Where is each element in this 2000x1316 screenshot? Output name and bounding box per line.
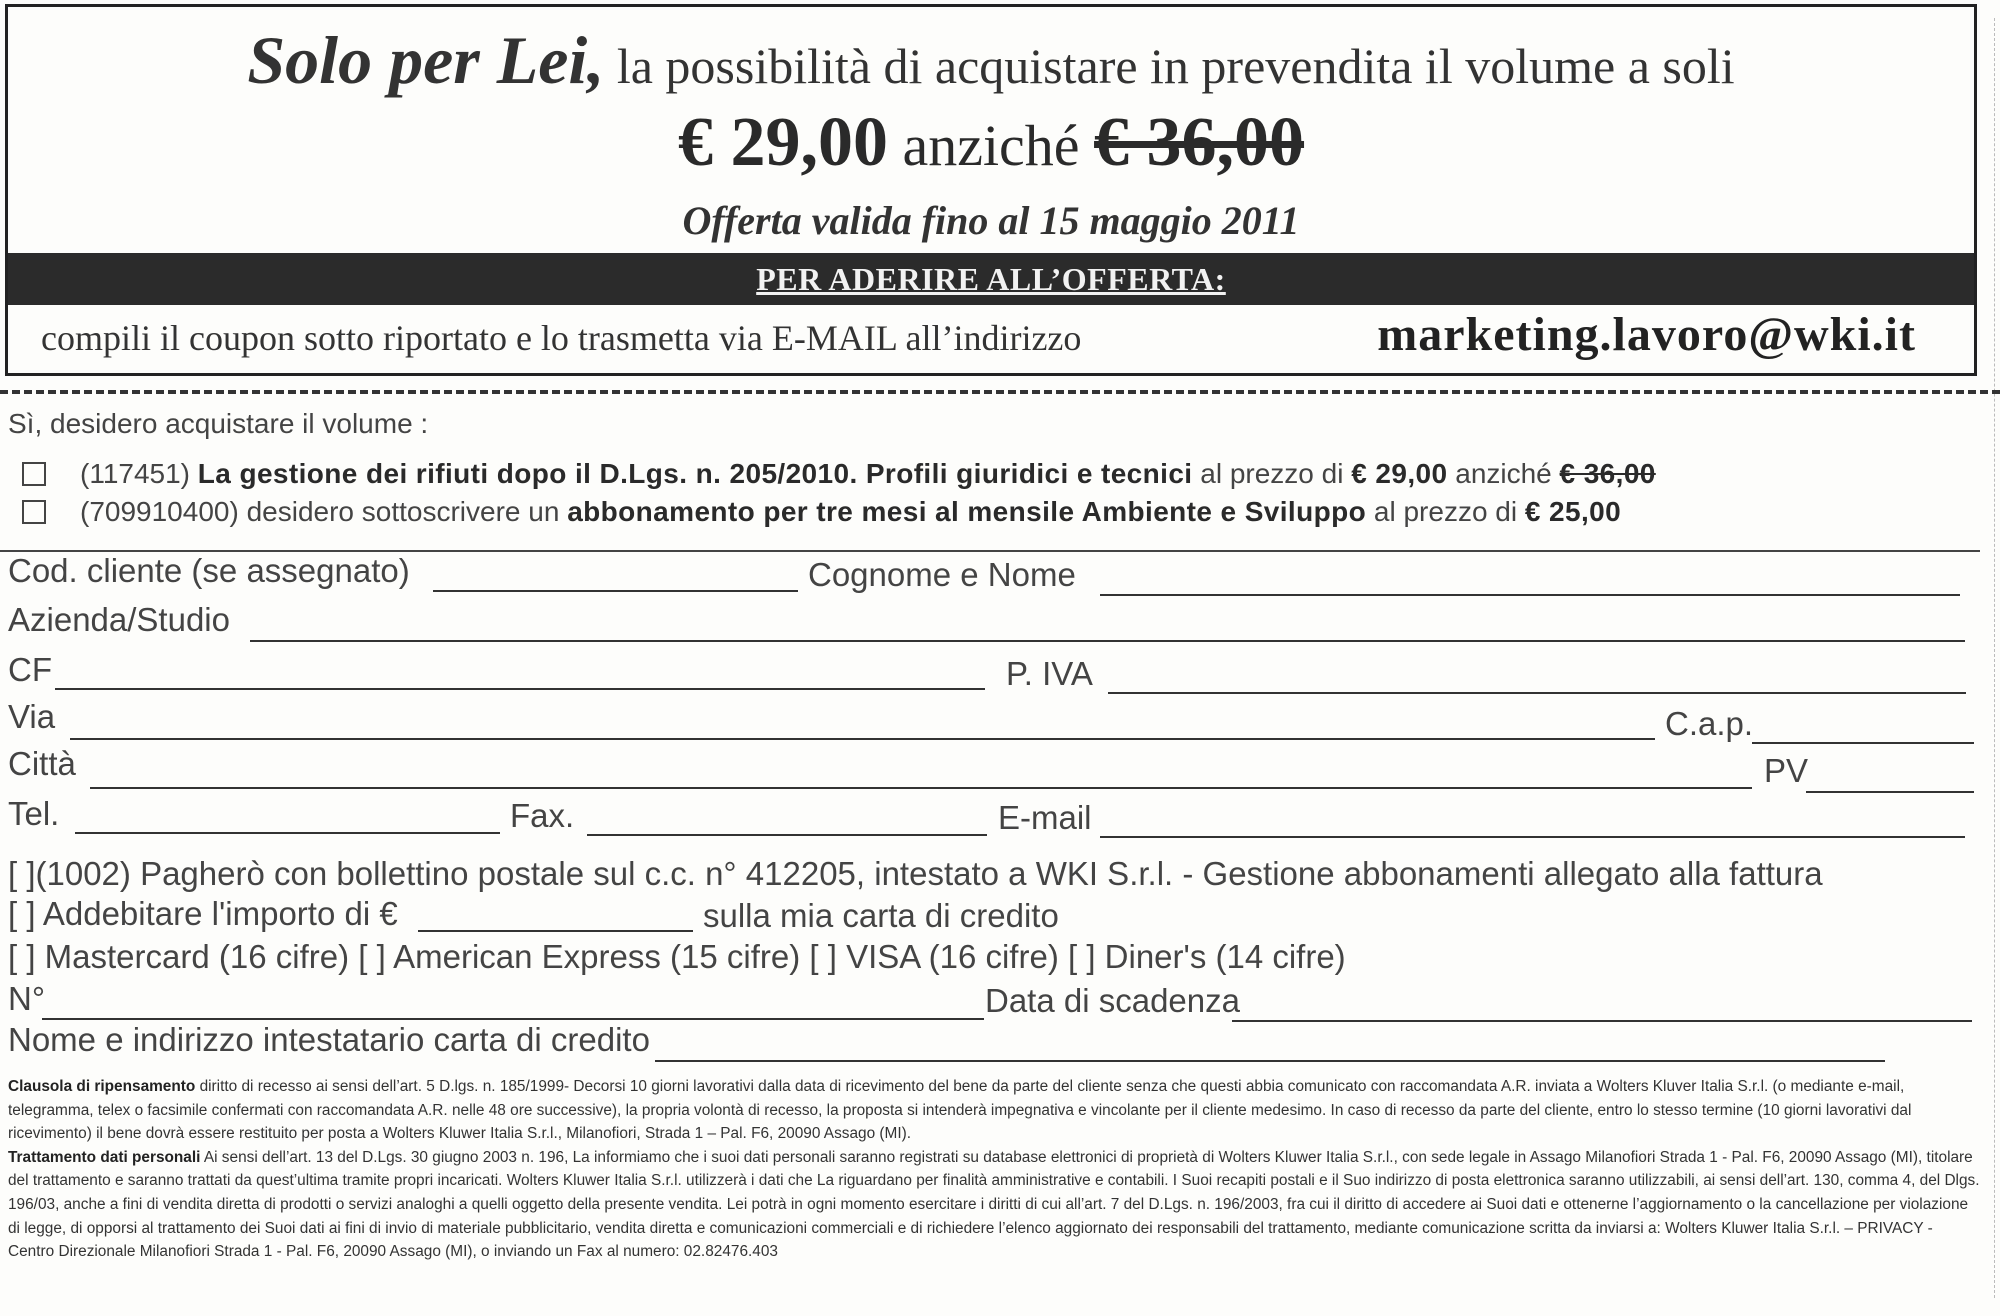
option-subscription-checkbox[interactable] [22, 500, 46, 524]
card-holder-field[interactable] [655, 1060, 1885, 1062]
pv-field[interactable] [1806, 791, 1974, 793]
fax-field[interactable] [587, 834, 987, 836]
price-new: € 29,00 [677, 104, 888, 181]
headline-lead: Solo per Lei, [247, 22, 605, 98]
option-volume-price: € 29,00 [1351, 458, 1448, 489]
email-field[interactable] [1100, 836, 1965, 838]
coupon-intro: Sì, desidero acquistare il volume : [8, 408, 429, 439]
privacy-text: Ai sensi dell’art. 13 del D.Lgs. 30 giugno 2003 n. 196, La informiamo che i suoi dati personali saranno registrati su database elettronici di proprietà di Wolters Kluwer Italia S.r.l., con sede legale in Assago Milanofiori Strada 1 - Pal. F6, 20090 Assago (MI), titolare del trattamento e saranno trattati da quest’ultima tramite propri incaricati. Wolters Kluwer Italia S.r.l. utilizzerà i dati che La riguardano per finalità amministrative e contabili. I Suoi recapiti postali e il Suo indirizzo di posta elettronica saranno utilizzabili, ai sensi dell’art. 130, comma 4, del Dlgs. 196/03, anche a fini di vendita diretta di prodotti o servizi analoghi a quelli oggetto della presente vendita. Lei potrà in ogni momento esercitare i diritti di cui all’art. 7 del D.Lgs. n. 196/2003, fra cui il diritto di accedere ai Suoi dati e ottenerne l’aggiornamento o la cancellazione per violazione di legge, di opporsi al trattamento dei Suoi dati ai fini di invio di materiale pubblicitario, vendita diretta e comunicazioni commerciali e di richiedere l’elenco aggiornato dei responsabili del trattamento, mediante comunicazione scritta da inviarsi a: Wolters Kluwer Italia S.r.l. – PRIVACY - Centro Direzionale Milanofiori Strada 1 - Pal. F6, 20090 Assago (MI), o inviando un Fax al numero: 02.82476.403 [8, 1148, 1980, 1261]
order-email-link[interactable]: marketing.lavoro@wki.it [1377, 308, 1916, 361]
payment-amount-field[interactable] [418, 930, 693, 932]
pv-label: PV [1764, 752, 1809, 789]
option-volume-checkbox[interactable] [22, 462, 46, 486]
azienda-label: Azienda/Studio [8, 601, 230, 638]
option-volume-code: (117451) [80, 458, 198, 489]
azienda-field[interactable] [250, 640, 1965, 642]
option-volume-old-price: € 36,00 [1559, 458, 1656, 489]
payment-card-suffix: sulla mia carta di credito [703, 897, 1059, 934]
option-volume-price-text: al prezzo di [1192, 458, 1352, 489]
cf-field[interactable] [55, 688, 985, 690]
card-expiry-label: Data di scadenza [985, 982, 1240, 1019]
cf-label: CF [8, 651, 52, 688]
card-type-options[interactable]: [ ] Mastercard (16 cifre) [ ] American Express (15 cifre) [ ] VISA (16 cifre) [ ] Diner's (14 cifre) [8, 938, 1346, 975]
via-label: Via [8, 698, 56, 735]
option-volume-connector: anziché [1447, 458, 1560, 489]
cognome-nome-label: Cognome e Nome [808, 556, 1076, 593]
email-label: E-mail [998, 799, 1092, 836]
offer-headline [8, 21, 1974, 100]
payment-card-label[interactable]: [ ] Addebitare l'importo di € [8, 895, 398, 932]
fax-label: Fax. [510, 797, 575, 834]
card-number-label: N° [8, 980, 46, 1017]
tel-field[interactable] [75, 832, 500, 834]
card-expiry-field[interactable] [1232, 1020, 1972, 1022]
via-field[interactable] [70, 738, 1655, 740]
clausola-title: Clausola di ripensamento [8, 1078, 196, 1095]
headline-rest: la possibilità di acquistare in prevendita il volume a soli [604, 38, 1735, 94]
privacy-title: Trattamento dati personali [8, 1148, 201, 1166]
offer-box [5, 4, 1977, 376]
card-holder-label: Nome e indirizzo intestatario carta di credito [8, 1021, 650, 1058]
option-subscription-pre: desidero sottoscrivere un [246, 496, 568, 527]
payment-postal-option[interactable]: [ ](1002) Pagherò con bollettino postale sul c.c. n° 412205, intestato a WKI S.r.l. - Gestione abbonamenti allegato alla fattura [8, 855, 1823, 892]
card-number-field[interactable] [42, 1018, 984, 1020]
option-volume [22, 458, 1656, 490]
option-subscription [22, 496, 1621, 528]
option-volume-title: La gestione dei rifiuti dopo il D.Lgs. n. 205/2010. Profili giuridici e tecnici [197, 458, 1193, 489]
cod-cliente-field[interactable] [433, 590, 798, 592]
option-subscription-code: (709910400) [80, 496, 247, 527]
offer-validity: Offerta valida fino al 15 maggio 2011 [682, 198, 1300, 243]
legal-notice [8, 1075, 1983, 1264]
cap-field[interactable] [1752, 742, 1974, 744]
price-connector: anziché [887, 113, 1095, 178]
scan-edge-line [1994, 18, 1995, 1298]
clausola-text: diritto di recesso ai sensi dell’art. 5 D.lgs. n. 185/1999- Decorsi 10 giorni lavorativi dalla data di ricevimento del bene da parte del cliente senza che questi abbia comunicato con raccomandata A.R. inviata a Wolters Kluver Italia S.r.l. (o mediante e-mail, telegramma, telex o facsimile confermati con raccomandata A.R. nelle 48 ore successive), la propria volontà di recesso, la proposta si intenderà impegnativa e vincolante per il cliente medesimo. In caso di recesso da parte del cliente, entro lo stesso termine (10 giorni lavorativi dal ricevimento) il bene dovrà essere restituito per posta a Wolters Kluwer Italia S.r.l., Milanofiori, Strada 1 – Pal. F6, 20090 Assago (MI). [8, 1078, 1912, 1143]
piva-label: P. IVA [1006, 655, 1093, 692]
cognome-nome-field[interactable] [1100, 594, 1960, 596]
tel-label: Tel. [8, 795, 60, 832]
price-old: € 36,00 [1094, 104, 1305, 181]
citta-label: Città [8, 745, 76, 782]
instructions: compili il coupon sotto riportato e lo trasmetta via E-MAIL all’indirizzo [41, 318, 1082, 358]
option-subscription-price: € 25,00 [1524, 496, 1622, 527]
cod-cliente-label: Cod. cliente (se assegnato) [8, 552, 410, 589]
option-subscription-price-text: al prezzo di [1366, 496, 1525, 527]
cut-line [0, 390, 2000, 394]
piva-field[interactable] [1108, 692, 1966, 694]
price-line [8, 103, 1974, 183]
option-subscription-title: abbonamento per tre mesi al mensile Ambiente e Sviluppo [567, 496, 1367, 527]
cap-label: C.a.p. [1665, 705, 1754, 742]
citta-field[interactable] [90, 787, 1752, 789]
band-label: PER ADERIRE ALL’OFFERTA: [8, 253, 1974, 305]
